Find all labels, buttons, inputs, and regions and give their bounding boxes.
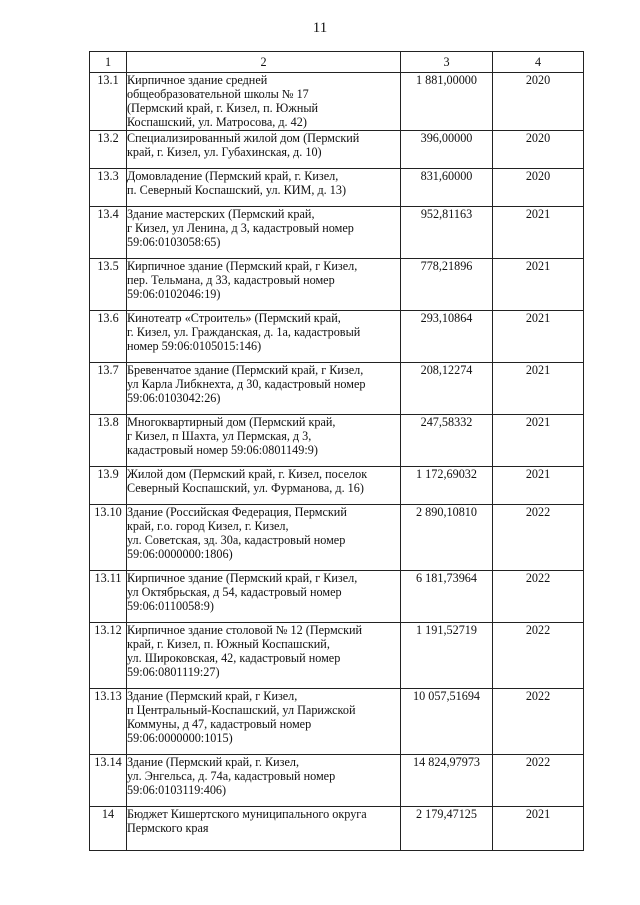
table-row	[90, 755, 584, 807]
row-number-cell: 13.9	[90, 467, 127, 505]
row-year-cell: 2021	[493, 415, 584, 467]
row-number-cell: 13.14	[90, 755, 127, 807]
row-description-cell: Многоквартирный дом (Пермский край, г Кизел, п Шахта, ул Пермская, д 3, кадастровый номер 59:06:0801149:9)	[127, 415, 401, 467]
row-number-cell: 13.8	[90, 415, 127, 467]
page-number: 11	[312, 20, 328, 36]
row-value-cell: 1 881,00000	[401, 73, 493, 131]
property-table	[89, 51, 584, 851]
row-description-cell: Домовладение (Пермский край, г. Кизел, п. Северный Коспашский, ул. КИМ, д. 13)	[127, 169, 401, 207]
row-value-cell: 293,10864	[401, 311, 493, 363]
row-year-cell: 2021	[493, 259, 584, 311]
row-number-cell: 13.7	[90, 363, 127, 415]
row-number-cell: 14	[90, 807, 127, 851]
row-value-cell: 10 057,51694	[401, 689, 493, 755]
table-row	[90, 807, 584, 851]
row-year-cell: 2022	[493, 505, 584, 571]
row-number-cell: 13.12	[90, 623, 127, 689]
row-description-cell: Здание (Российская Федерация, Пермский край, г.о. город Кизел, г. Кизел, ул. Советская, зд. 30а, кадастровый номер 59:06:0000000:1806)	[127, 505, 401, 571]
table-row	[90, 689, 584, 755]
column-header: 4	[493, 52, 584, 73]
table-row	[90, 467, 584, 505]
row-description-cell: Здание мастерских (Пермский край, г Кизел, ул Ленина, д 3, кадастровый номер 59:06:0103058:65)	[127, 207, 401, 259]
column-header: 2	[127, 52, 401, 73]
row-value-cell: 952,81163	[401, 207, 493, 259]
row-value-cell: 831,60000	[401, 169, 493, 207]
row-year-cell: 2021	[493, 467, 584, 505]
column-header: 1	[90, 52, 127, 73]
table-row	[90, 415, 584, 467]
row-year-cell: 2022	[493, 689, 584, 755]
row-description-cell: Здание (Пермский край, г. Кизел, ул. Энгельса, д. 74а, кадастровый номер 59:06:0103119:406)	[127, 755, 401, 807]
row-value-cell: 1 191,52719	[401, 623, 493, 689]
table-row	[90, 311, 584, 363]
row-year-cell: 2020	[493, 73, 584, 131]
row-description-cell: Жилой дом (Пермский край, г. Кизел, поселок Северный Коспашский, ул. Фурманова, д. 16)	[127, 467, 401, 505]
row-description-cell: Кирпичное здание средней общеобразовательной школы № 17 (Пермский край, г. Кизел, п. Южный Коспашский, ул. Матросова, д. 42)	[127, 73, 401, 131]
row-year-cell: 2020	[493, 169, 584, 207]
row-year-cell: 2020	[493, 131, 584, 169]
row-value-cell: 396,00000	[401, 131, 493, 169]
row-year-cell: 2022	[493, 755, 584, 807]
row-description-cell: Кинотеатр «Строитель» (Пермский край, г. Кизел, ул. Гражданская, д. 1а, кадастровый номер 59:06:0105015:146)	[127, 311, 401, 363]
row-description-cell: Бревенчатое здание (Пермский край, г Кизел, ул Карла Либкнехта, д 30, кадастровый номер 59:06:0103042:26)	[127, 363, 401, 415]
row-year-cell: 2021	[493, 363, 584, 415]
row-number-cell: 13.3	[90, 169, 127, 207]
row-year-cell: 2021	[493, 311, 584, 363]
row-description-cell: Кирпичное здание (Пермский край, г Кизел, ул Октябрьская, д 54, кадастровый номер 59:06:0110058:9)	[127, 571, 401, 623]
table-row	[90, 207, 584, 259]
column-header: 3	[401, 52, 493, 73]
table-row	[90, 259, 584, 311]
row-description-cell: Кирпичное здание столовой № 12 (Пермский край, г. Кизел, п. Южный Коспашский, ул. Широковская, 42, кадастровый номер 59:06:0801119:27)	[127, 623, 401, 689]
row-value-cell: 14 824,97973	[401, 755, 493, 807]
row-year-cell: 2022	[493, 623, 584, 689]
row-value-cell: 6 181,73964	[401, 571, 493, 623]
table-row	[90, 169, 584, 207]
row-description-cell: Специализированный жилой дом (Пермский край, г. Кизел, ул. Губахинская, д. 10)	[127, 131, 401, 169]
row-value-cell: 2 179,47125	[401, 807, 493, 851]
row-year-cell: 2021	[493, 207, 584, 259]
row-value-cell: 2 890,10810	[401, 505, 493, 571]
row-number-cell: 13.2	[90, 131, 127, 169]
table-row	[90, 505, 584, 571]
table-header-row	[90, 52, 584, 73]
row-year-cell: 2022	[493, 571, 584, 623]
row-year-cell: 2021	[493, 807, 584, 851]
table-row	[90, 623, 584, 689]
table-row	[90, 73, 584, 131]
table-row	[90, 131, 584, 169]
row-number-cell: 13.11	[90, 571, 127, 623]
table-row	[90, 363, 584, 415]
row-description-cell: Кирпичное здание (Пермский край, г Кизел, пер. Тельмана, д 33, кадастровый номер 59:06:0102046:19)	[127, 259, 401, 311]
row-value-cell: 208,12274	[401, 363, 493, 415]
row-description-cell: Бюджет Кишертского муниципального округа Пермского края	[127, 807, 401, 851]
row-value-cell: 1 172,69032	[401, 467, 493, 505]
row-number-cell: 13.5	[90, 259, 127, 311]
row-description-cell: Здание (Пермский край, г Кизел, п Центральный-Коспашский, ул Парижской Коммуны, д 47, кадастровый номер 59:06:0000000:1015)	[127, 689, 401, 755]
row-number-cell: 13.1	[90, 73, 127, 131]
row-number-cell: 13.10	[90, 505, 127, 571]
row-number-cell: 13.4	[90, 207, 127, 259]
table-row	[90, 571, 584, 623]
row-value-cell: 247,58332	[401, 415, 493, 467]
row-number-cell: 13.13	[90, 689, 127, 755]
row-value-cell: 778,21896	[401, 259, 493, 311]
row-number-cell: 13.6	[90, 311, 127, 363]
